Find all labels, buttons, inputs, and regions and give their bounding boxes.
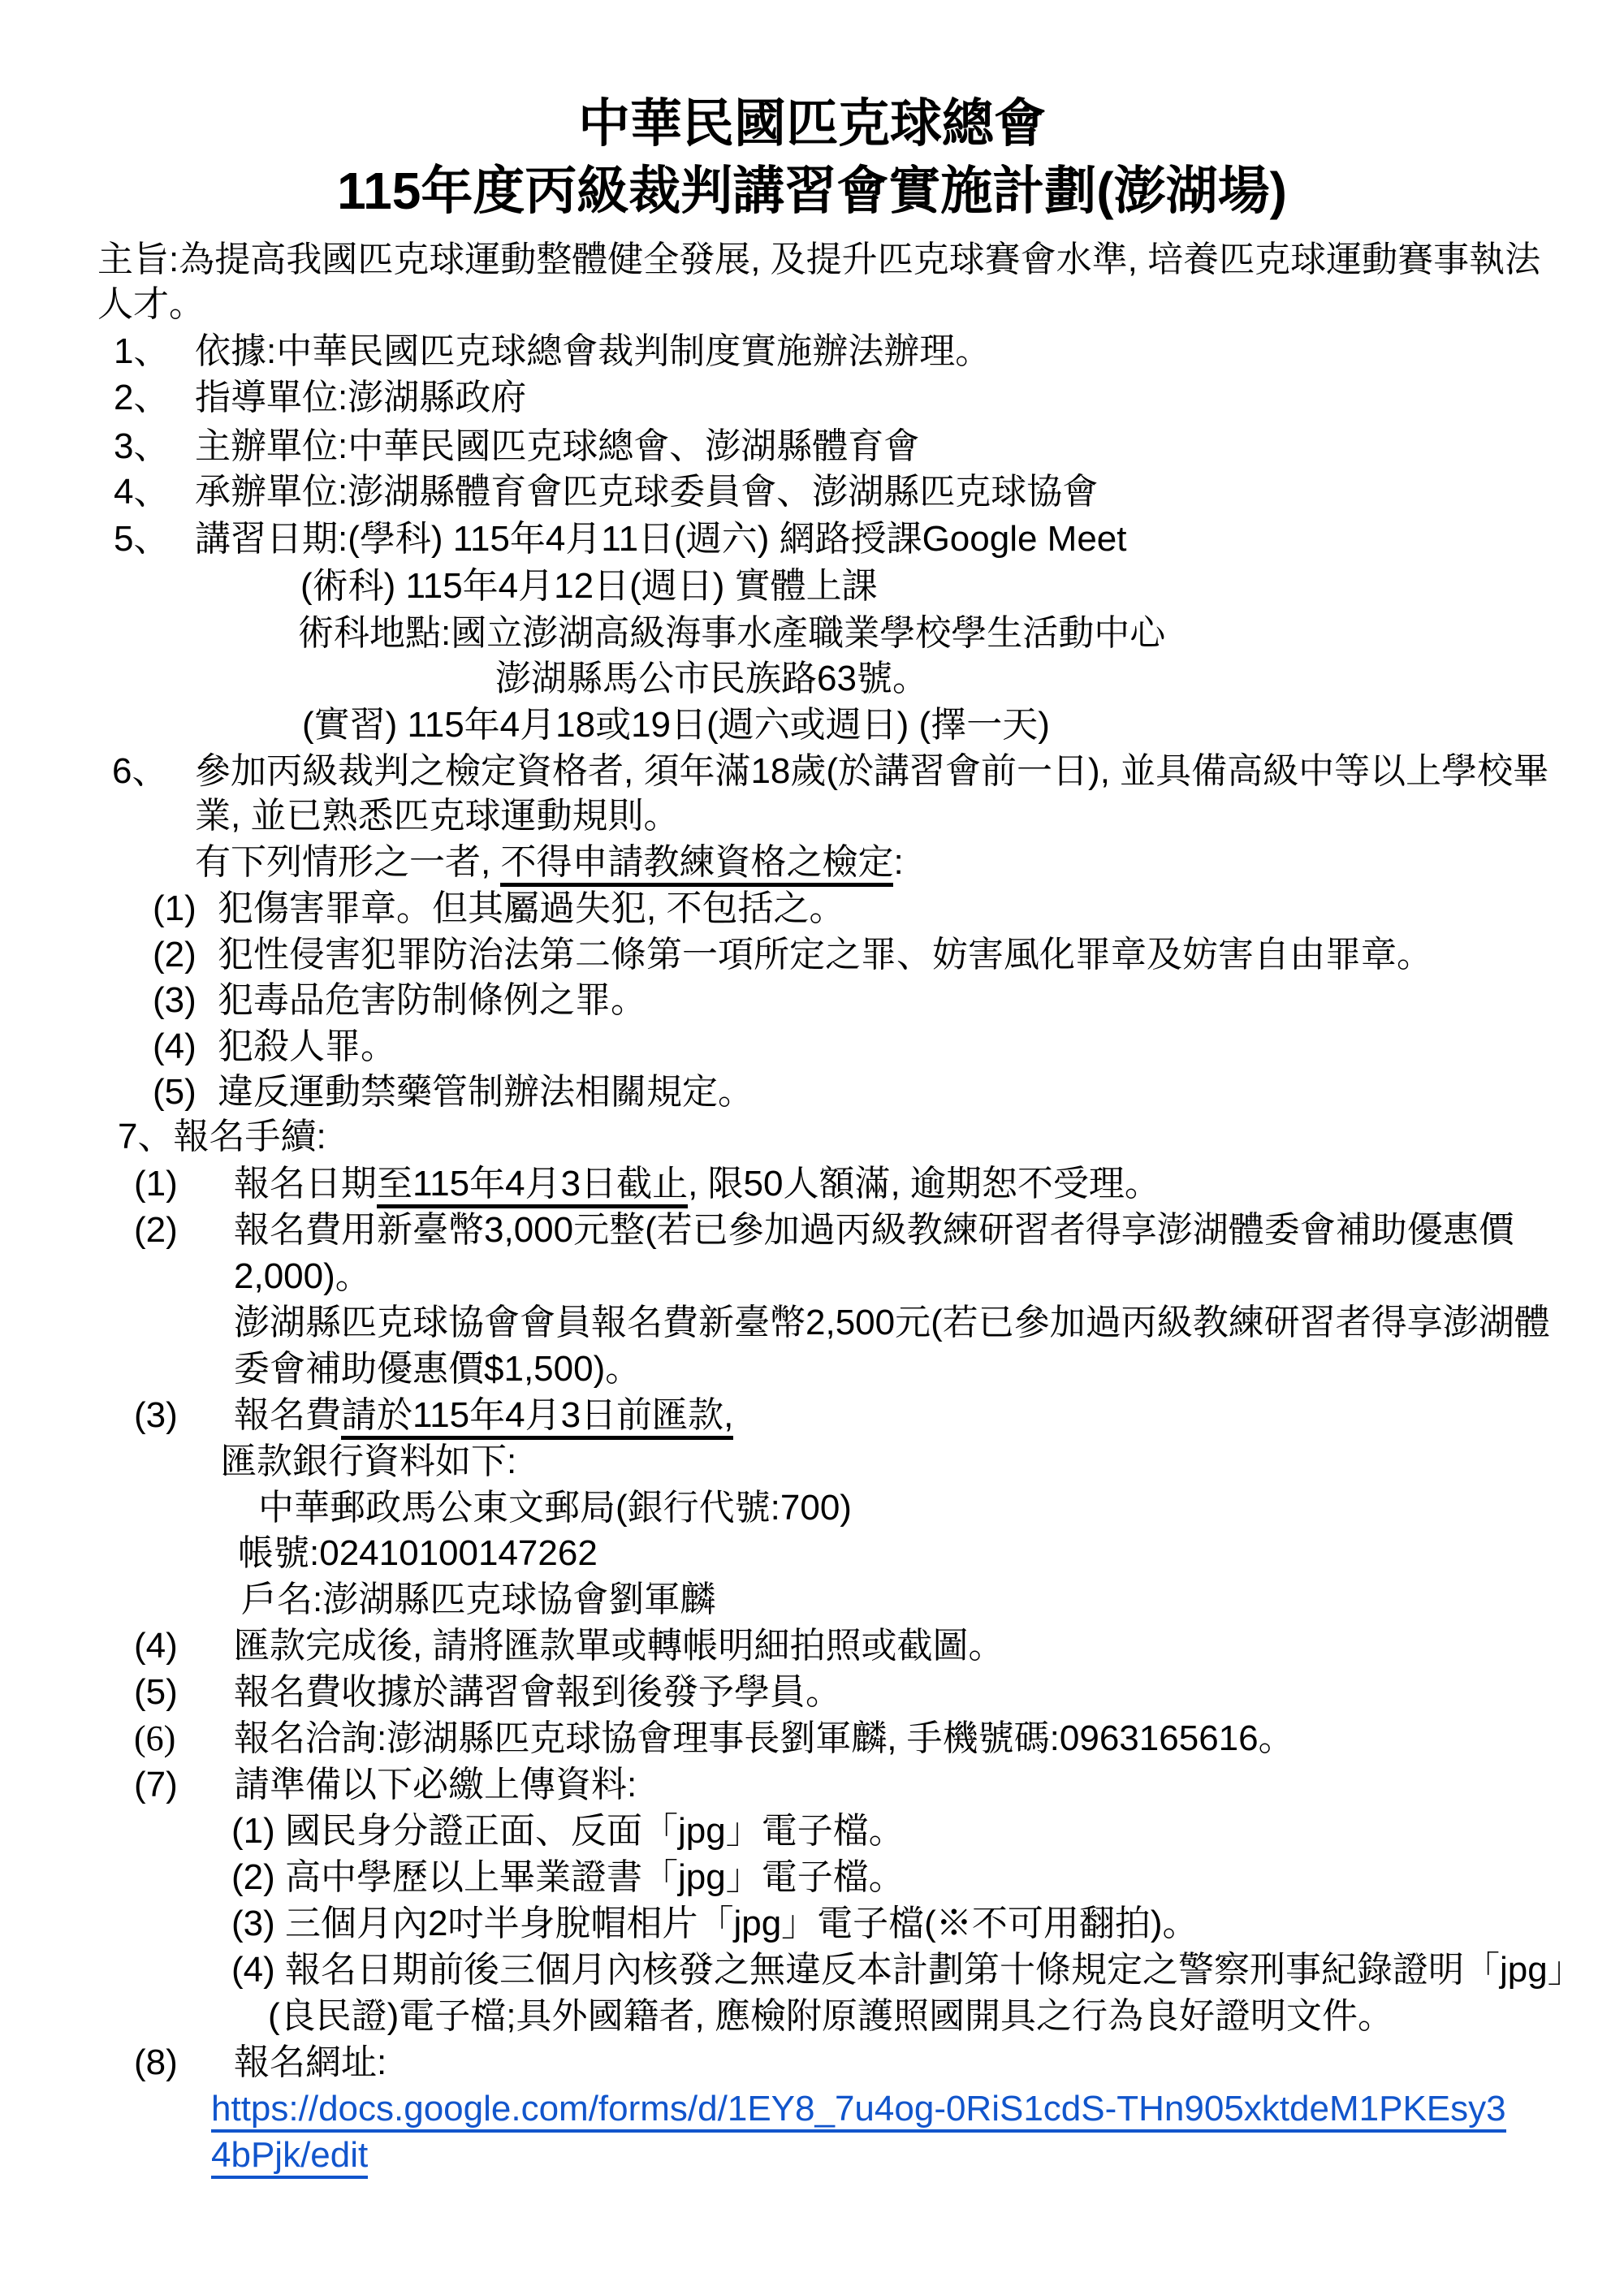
doc-line <box>0 1113 1624 1161</box>
doc-line <box>0 655 1624 703</box>
doc-line <box>0 1714 1624 1763</box>
url-line <box>0 2131 1624 2180</box>
text-segment: 犯殺人罪。 <box>218 1026 396 1066</box>
list-marker: (5) <box>153 1072 197 1112</box>
doc-text <box>302 701 1050 750</box>
text-segment: 澎湖縣馬公市民族路63號。 <box>495 659 928 698</box>
text-segment: (實習) 115年4月18或19日(週六或週日) (擇一天) <box>302 705 1050 745</box>
text-segment: 戶名:澎湖縣匹克球協會劉軍麟 <box>241 1580 716 1619</box>
list-marker: (7) <box>134 1765 178 1804</box>
text-segment: 2,000)。 <box>234 1256 371 1296</box>
page-title: 中華民國匹克球總會 <box>578 94 1046 153</box>
list-marker: (2) <box>134 1210 178 1250</box>
doc-text <box>231 1900 1199 1948</box>
text-segment: 參加丙級裁判之檢定資格者, 須年滿18歲(於講習會前一日), 並具備高級中等以上學校畢 <box>195 751 1549 791</box>
doc-line <box>0 374 1624 422</box>
doc-line <box>0 1068 1624 1117</box>
doc-text <box>218 931 1432 979</box>
doc-line <box>0 1437 1624 1486</box>
doc-text <box>195 747 1548 796</box>
page-subtitle: 115年度丙級裁判講習會實施計劃(澎湖場) <box>337 162 1287 220</box>
doc-text <box>234 1668 841 1717</box>
text-segment: : <box>893 842 904 882</box>
underlined-text: 請於115年4月3日前匯款, <box>341 1395 733 1440</box>
doc-text <box>195 422 919 471</box>
doc-line <box>0 701 1624 750</box>
doc-line <box>0 422 1624 471</box>
doc-line <box>0 1575 1624 1624</box>
doc-line <box>0 1807 1624 1856</box>
text-segment: 匯款完成後, 請將匯款單或轉帳明細拍照或截圖。 <box>234 1626 1004 1666</box>
doc-text <box>97 280 205 329</box>
doc-line <box>0 609 1624 658</box>
text-segment: 請準備以下必繳上傳資料: <box>234 1765 637 1804</box>
list-marker: (4) <box>134 1626 178 1666</box>
text-segment: 報名日期 <box>234 1164 377 1204</box>
text-segment: (2) 高中學歷以上畢業證書「jpg」電子檔。 <box>231 1857 905 1897</box>
doc-line <box>0 931 1624 979</box>
doc-line <box>0 236 1624 284</box>
doc-text <box>300 562 878 611</box>
doc-text <box>234 1622 1004 1670</box>
doc-text <box>97 236 1540 284</box>
text-segment: 依據:中華民國匹克球總會裁判制度實施辦法辦理。 <box>195 331 991 371</box>
doc-text <box>231 1853 905 1902</box>
doc-line <box>0 1668 1624 1717</box>
text-segment: 報名費 <box>234 1395 341 1435</box>
text-segment: 報名洽詢:澎湖縣匹克球協會理事長劉軍麟, 手機號碼:0963165616。 <box>234 1718 1294 1758</box>
doc-line <box>0 515 1624 564</box>
doc-line <box>0 1853 1624 1902</box>
text-segment: 犯傷害罪章。但其屬過失犯, 不包括之。 <box>218 888 845 928</box>
doc-text <box>195 374 526 422</box>
doc-text <box>218 1022 396 1071</box>
doc-line <box>0 1529 1624 1578</box>
doc-line <box>0 280 1624 329</box>
text-segment: 澎湖縣匹克球協會會員報名費新臺幣2,500元(若已參加過丙級教練研習者得享澎湖體 <box>234 1303 1550 1342</box>
text-segment: (術科) 115年4月12日(週日) 實體上課 <box>300 566 878 606</box>
registration-url-link[interactable] <box>211 2131 368 2180</box>
doc-line <box>0 1761 1624 1809</box>
doc-text <box>195 327 991 376</box>
doc-line <box>0 1484 1624 1532</box>
doc-text <box>234 1345 641 1394</box>
text-segment: 承辦單位:澎湖縣體育會匹克球委員會、澎湖縣匹克球協會 <box>195 472 1099 512</box>
text-segment: https://docs.google.com/forms/d/1EY8_7u4og-0RiS1cdS-THn905xktdeM1PKEsy3 <box>211 2089 1506 2133</box>
doc-text <box>234 1391 733 1440</box>
doc-text <box>241 1575 715 1624</box>
url-line <box>0 2085 1624 2133</box>
list-marker: (3) <box>134 1395 178 1435</box>
doc-line <box>0 1206 1624 1255</box>
list-marker: 3、 <box>114 426 170 466</box>
doc-line <box>0 747 1624 796</box>
registration-url-link[interactable] <box>211 2085 1506 2133</box>
doc-text <box>495 655 928 703</box>
doc-text <box>195 792 679 841</box>
doc-line <box>0 1022 1624 1071</box>
doc-text <box>118 1113 326 1161</box>
text-segment: 違反運動禁藥管制辦法相關規定。 <box>218 1072 754 1112</box>
text-segment: 帳號:02410100147262 <box>238 1533 598 1573</box>
list-marker: (4) <box>153 1026 197 1066</box>
text-segment: (3) 三個月內2吋半身脫帽相片「jpg」電子檔(※不可用翻拍)。 <box>231 1904 1199 1943</box>
list-marker: (8) <box>134 2042 178 2082</box>
text-segment: 報名費用新臺幣3,000元整(若已參加過丙級教練研習者得享澎湖體委會補助優惠價 <box>234 1210 1514 1250</box>
doc-text <box>218 884 844 933</box>
doc-line <box>0 1299 1624 1347</box>
text-segment: 犯毒品危害防制條例之罪。 <box>218 980 646 1020</box>
doc-line <box>0 2038 1624 2087</box>
doc-text <box>268 1992 1393 2041</box>
doc-text <box>234 1252 371 1301</box>
list-marker: (1) <box>153 888 197 928</box>
text-segment: (4) 報名日期前後三個月內核發之無違反本計劃第十條規定之警察刑事紀錄證明「jpg」 <box>231 1950 1583 1990</box>
doc-line <box>0 792 1624 841</box>
underlined-text: 不得申請教練資格之檢定 <box>500 842 893 887</box>
doc-line <box>0 1900 1624 1948</box>
text-segment: (1) 國民身分證正面、反面「jpg」電子檔。 <box>231 1811 905 1851</box>
text-segment: 指導單位:澎湖縣政府 <box>195 378 527 417</box>
doc-text <box>234 1299 1550 1347</box>
list-marker: (1) <box>134 1164 178 1204</box>
doc-text <box>234 2038 387 2087</box>
text-segment: 中華郵政馬公東文郵局(銀行代號:700) <box>258 1488 852 1528</box>
doc-text <box>195 838 904 887</box>
text-segment: 人才。 <box>97 284 205 324</box>
underlined-text: 至115年4月3日截止 <box>377 1164 688 1208</box>
doc-line <box>0 838 1624 887</box>
doc-line <box>0 1160 1624 1208</box>
list-marker: 1、 <box>114 331 170 371</box>
list-marker: (5) <box>134 1672 178 1712</box>
text-segment: 報名網址: <box>234 2042 387 2082</box>
doc-line <box>0 1622 1624 1670</box>
text-segment: 講習日期:(學科) 115年4月11日(週六) 網路授課Google Meet <box>195 519 1127 559</box>
doc-text <box>258 1484 852 1532</box>
text-segment: 業, 並已熟悉匹克球運動規則。 <box>195 796 680 836</box>
list-marker: 5、 <box>114 519 170 559</box>
text-segment: , 限50人額滿, 逾期恕不受理。 <box>688 1164 1160 1204</box>
text-segment: 7、報名手續: <box>118 1117 326 1156</box>
doc-line <box>0 976 1624 1025</box>
text-segment: 有下列情形之一者, <box>195 842 501 882</box>
doc-text <box>195 468 1098 516</box>
list-marker: (2) <box>153 935 197 975</box>
doc-text <box>234 1206 1514 1255</box>
list-marker: 4、 <box>114 472 170 512</box>
doc-line <box>0 1946 1624 1995</box>
doc-line <box>0 468 1624 516</box>
doc-text <box>234 1761 637 1809</box>
list-marker: (3) <box>153 980 197 1020</box>
doc-text <box>195 515 1127 564</box>
doc-text <box>218 1068 754 1117</box>
text-segment: 主旨:為提高我國匹克球運動整體健全發展, 及提升匹克球賽會水準, 培養匹克球運動賽事執法 <box>97 240 1541 279</box>
list-marker: 2、 <box>114 378 170 417</box>
doc-text <box>231 1946 1583 1995</box>
doc-text <box>221 1437 516 1486</box>
text-segment: (良民證)電子檔;具外國籍者, 應檢附原護照國開具之行為良好證明文件。 <box>268 1996 1393 2036</box>
doc-line <box>0 1391 1624 1440</box>
text-segment: 犯性侵害犯罪防治法第二條第一項所定之罪、妨害風化罪章及妨害自由罪章。 <box>218 935 1432 975</box>
text-segment: 主辦單位:中華民國匹克球總會、澎湖縣體育會 <box>195 426 920 466</box>
doc-line <box>0 1252 1624 1301</box>
doc-line <box>0 884 1624 933</box>
doc-line <box>0 562 1624 611</box>
doc-line <box>0 1345 1624 1394</box>
doc-text <box>298 609 1165 658</box>
doc-line <box>0 1992 1624 2041</box>
text-segment: 匯款銀行資料如下: <box>221 1441 517 1481</box>
doc-text <box>218 976 646 1025</box>
doc-text <box>234 1714 1294 1763</box>
text-segment: 術科地點:國立澎湖高級海事水產職業學校學生活動中心 <box>298 613 1166 653</box>
text-segment: 4bPjk/edit <box>211 2135 368 2179</box>
doc-text <box>238 1529 598 1578</box>
list-marker: (6) <box>134 1718 176 1758</box>
list-marker: 6、 <box>112 751 168 791</box>
text-segment: 委會補助優惠價$1,500)。 <box>234 1349 641 1389</box>
doc-text <box>234 1160 1160 1208</box>
doc-line <box>0 327 1624 376</box>
doc-text <box>231 1807 905 1856</box>
text-segment: 報名費收據於講習會報到後發予學員。 <box>234 1672 841 1712</box>
